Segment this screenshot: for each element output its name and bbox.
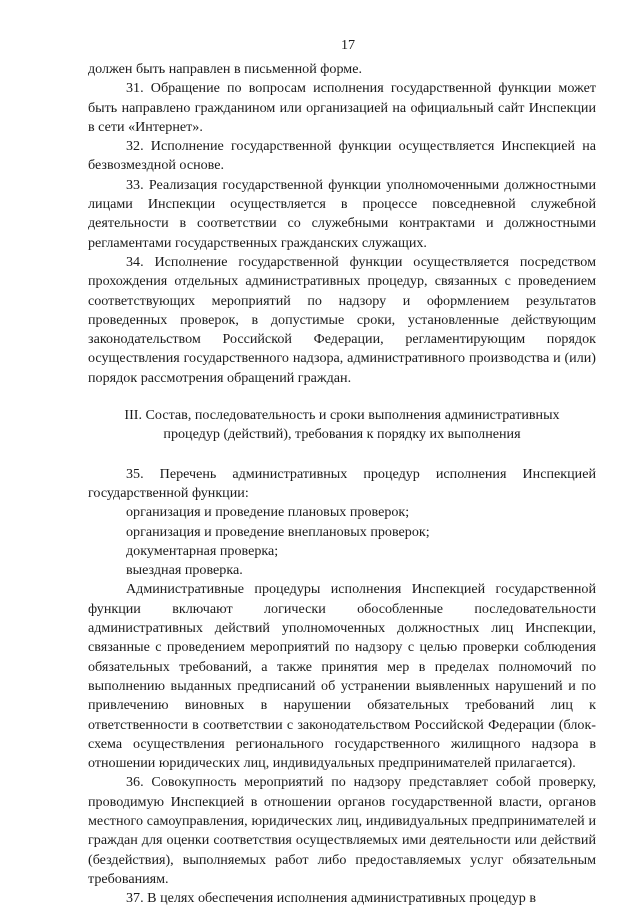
list-item: организация и проведение внеплановых проверок; xyxy=(126,523,430,540)
paragraph-37: 37. В целях обеспечения исполнения административных процедур в xyxy=(126,890,536,907)
paragraph-31: 31. Обращение по вопросам исполнения государственной функции может быть направлено гражданином или организацией на официальный сайт Инспекции в сети «Интернет». xyxy=(88,80,596,135)
paragraph-32: 32. Исполнение государственной функции осуществляется Инспекцией на безвозмездной основе. xyxy=(88,138,596,174)
paragraph-33: 33. Реализация государственной функции уполномоченными должностными лицами Инспекции осуществляется в процессе повседневной служебной деятельности в соответствии со служебными контрактами и должностными регламентами государственных гражданских служащих. xyxy=(88,176,596,251)
list-item: документарная проверка; xyxy=(126,542,279,559)
page-number: 17 xyxy=(340,37,356,53)
paragraph-35-intro: 35. Перечень административных процедур исполнения Инспекцией государственной функции: xyxy=(88,465,596,501)
paragraph-34: 34. Исполнение государственной функции осуществляется посредством прохождения отдельных административных процедур, связанных с проведением соответствующих мероприятий по надзору и оформлением результатов проведенных проверок, в допустимые сроки, установленные действующим законодательством Российской Федерации, регламентирующим порядок осуществления государственного надзора, административного производства и (или) порядок рассмотрения обращений граждан. xyxy=(88,253,596,386)
paragraph-continuation: должен быть направлен в письменной форме. xyxy=(88,61,362,77)
list-item: организация и проведение плановых проверок; xyxy=(126,504,410,521)
paragraph-procedures-description: Административные процедуры исполнения Инспекцией государственной функции включают логически обособленные последовательности административных действий уполномоченных должностных лиц Инспекции, связанные с проведением мероприятий по надзору с целью проверки соблюдения обязательных требований, а также принятия мер в пределах полномочий по выполнению выданных предписаний об устранении выявленных нарушений и по привлечению виновных в нарушении обязательных требований лиц к ответственности в соответствии с законодательством Российской Федерации (блок-схема осуществления регионального государственного жилищного надзора в отношении юридических лиц, индивидуальных предпринимателей прилагается). xyxy=(88,581,596,772)
paragraph-36: 36. Совокупность мероприятий по надзору представляет собой проверку, проводимую Инспекцией в отношении органов государственной власти, органов местного самоуправления, юридических лиц, индивидуальных предпринимателей и граждан для оценки соответствия осуществляемых ими деятельности или действий (бездействия), выполняемых работ либо предоставляемых услуг обязательным требованиям. xyxy=(88,774,596,887)
procedures-list xyxy=(88,503,596,580)
list-item: выездная проверка. xyxy=(126,562,243,579)
section-heading: III. Состав, последовательность и сроки выполнения административных процедур (действий), требования к порядку их выполнения xyxy=(124,407,560,443)
